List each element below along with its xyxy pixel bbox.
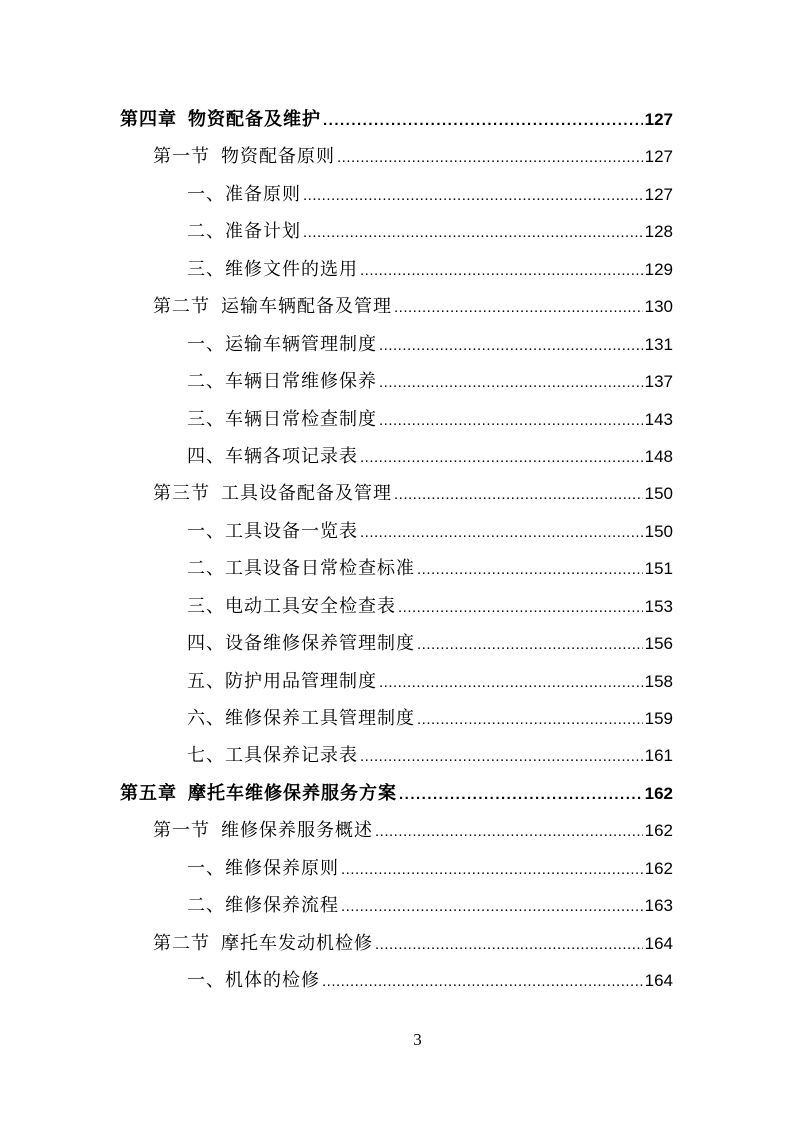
toc-entry-label: 第三节 <box>153 483 210 505</box>
toc-entry-label: 三、 <box>187 595 225 617</box>
toc-page-number: 148 <box>644 446 673 466</box>
toc-entry-text: 工具设备一览表 <box>225 520 358 542</box>
toc-entry-title <box>187 700 415 737</box>
toc-entry-label: 一、 <box>187 183 225 205</box>
toc-entry-text: 摩托车维修保养服务方案 <box>188 782 397 804</box>
toc-dot-leader <box>379 327 643 364</box>
toc-dot-leader <box>375 813 643 850</box>
toc-dot-leader <box>323 102 643 139</box>
toc-entry-title <box>153 812 373 849</box>
toc-entry-label: 三、 <box>187 258 225 280</box>
toc-entry-text: 准备计划 <box>225 221 301 243</box>
toc-entry-section[interactable] <box>120 925 673 962</box>
toc-entry-subsection[interactable] <box>120 401 673 438</box>
toc-entry-subsection[interactable] <box>120 588 673 625</box>
toc-entry-section[interactable] <box>120 812 673 849</box>
toc-dot-leader <box>399 776 643 813</box>
toc-entry-text: 维修保养工具管理制度 <box>225 708 415 729</box>
toc-page-number: 130 <box>644 297 673 317</box>
toc-entry-title <box>153 288 392 325</box>
toc-entry-label: 四、 <box>187 633 225 655</box>
toc-entry-title <box>187 513 358 550</box>
toc-dot-leader <box>337 139 643 176</box>
toc-page-number: 150 <box>644 484 673 504</box>
toc-entry-subsection[interactable] <box>120 213 673 250</box>
toc-page-number: 129 <box>644 259 673 279</box>
toc-entry-text: 防护用品管理制度 <box>225 670 377 692</box>
toc-entry-title <box>187 251 358 288</box>
toc-entry-text: 维修文件的选用 <box>225 258 358 280</box>
toc-entry-subsection[interactable] <box>120 737 673 774</box>
toc-dot-leader <box>341 851 643 888</box>
toc-page-number: 153 <box>644 596 673 616</box>
toc-entry-label: 一、 <box>187 857 225 879</box>
toc-entry-title <box>187 737 358 774</box>
toc-entry-section[interactable] <box>120 475 673 512</box>
toc-page-number: 159 <box>644 709 673 728</box>
toc-entry-title <box>153 925 373 962</box>
toc-page-number: 164 <box>644 933 673 953</box>
toc-entry-title <box>187 401 377 438</box>
page-number: 3 <box>413 1030 422 1049</box>
toc-dot-leader <box>360 439 643 476</box>
toc-page-number: 156 <box>644 634 673 654</box>
toc-entry-text: 维修保养流程 <box>225 895 339 917</box>
toc-entry-label: 六、 <box>187 708 225 729</box>
toc-entry-label: 二、 <box>187 558 225 580</box>
toc-page-number: 162 <box>644 821 673 841</box>
toc-entry-subsection[interactable] <box>120 850 673 887</box>
toc-entry-text: 机体的检修 <box>225 970 320 992</box>
toc-dot-leader <box>379 402 643 439</box>
table-of-contents <box>120 101 673 1000</box>
toc-entry-label: 七、 <box>187 745 225 767</box>
toc-entry-text: 物资配备原则 <box>221 146 335 168</box>
toc-entry-title <box>187 363 377 400</box>
toc-entry-text: 车辆日常检查制度 <box>225 408 377 430</box>
toc-entry-text: 运输车辆配备及管理 <box>221 296 392 318</box>
toc-entry-subsection[interactable] <box>120 438 673 475</box>
toc-entry-subsection[interactable] <box>120 363 673 400</box>
toc-page-number: 131 <box>644 334 673 354</box>
toc-dot-leader <box>341 888 643 925</box>
toc-entry-text: 维修保养原则 <box>225 857 339 879</box>
toc-entry-title <box>187 438 358 475</box>
toc-dot-leader <box>398 589 643 626</box>
toc-entry-label: 二、 <box>187 221 225 243</box>
toc-entry-label: 第二节 <box>153 932 210 954</box>
toc-entry-subsection[interactable] <box>120 663 673 700</box>
toc-page-number: 151 <box>644 559 673 579</box>
toc-entry-subsection[interactable] <box>120 625 673 662</box>
toc-dot-leader <box>417 701 643 738</box>
toc-dot-leader <box>417 626 643 663</box>
toc-entry-title <box>187 663 377 700</box>
toc-entry-label: 第二节 <box>153 296 210 318</box>
toc-entry-text: 维修保养服务概述 <box>221 820 373 842</box>
toc-dot-leader <box>417 551 643 588</box>
toc-entry-title <box>187 850 339 887</box>
toc-entry-title <box>120 775 397 812</box>
toc-dot-leader <box>303 214 643 251</box>
toc-entry-label: 一、 <box>187 970 225 992</box>
toc-entry-subsection[interactable] <box>120 176 673 213</box>
toc-dot-leader <box>360 252 643 289</box>
toc-dot-leader <box>360 738 643 775</box>
toc-entry-text: 车辆各项记录表 <box>225 445 358 467</box>
toc-page-number: 127 <box>644 147 673 167</box>
toc-dot-leader <box>379 364 643 401</box>
toc-entry-label: 二、 <box>187 371 225 393</box>
toc-page-number: 161 <box>644 746 673 766</box>
toc-entry-label: 四、 <box>187 445 225 467</box>
toc-page-number: 162 <box>644 783 673 803</box>
toc-entry-section[interactable] <box>120 138 673 175</box>
toc-entry-title <box>187 887 339 924</box>
toc-entry-title <box>187 550 415 587</box>
toc-entry-title <box>187 962 320 999</box>
toc-page-number: 150 <box>644 521 673 541</box>
toc-dot-leader <box>394 289 643 326</box>
toc-entry-text: 工具保养记录表 <box>225 745 358 767</box>
toc-entry-label: 三、 <box>187 408 225 430</box>
toc-entry-text: 设备维修保养管理制度 <box>225 633 415 655</box>
toc-entry-text: 电动工具安全检查表 <box>225 595 396 617</box>
toc-dot-leader <box>394 476 643 513</box>
toc-entry-text: 准备原则 <box>225 183 301 205</box>
toc-entry-label: 一、 <box>187 520 225 542</box>
toc-dot-leader <box>303 177 643 214</box>
toc-entry-subsection[interactable] <box>120 887 673 924</box>
toc-page-number: 143 <box>644 409 673 429</box>
toc-dot-leader <box>379 664 643 701</box>
toc-entry-subsection[interactable] <box>120 251 673 288</box>
toc-dot-leader <box>360 514 643 551</box>
toc-entry-title <box>187 176 301 213</box>
toc-page-number: 127 <box>644 110 673 129</box>
toc-entry-text: 摩托车发动机检修 <box>221 932 373 954</box>
toc-entry-title <box>187 213 301 250</box>
toc-page-number: 158 <box>644 671 673 691</box>
toc-entry-subsection[interactable] <box>120 513 673 550</box>
toc-dot-leader <box>322 963 643 1000</box>
toc-page-number: 127 <box>644 184 673 204</box>
toc-page-number: 137 <box>644 372 673 392</box>
toc-page-number: 128 <box>644 222 673 242</box>
toc-entry-title <box>187 625 415 662</box>
toc-entry-title <box>187 588 396 625</box>
toc-entry-subsection[interactable] <box>120 700 673 737</box>
toc-entry-text: 工具设备配备及管理 <box>221 483 392 505</box>
toc-entry-title <box>153 475 392 512</box>
toc-entry-label: 五、 <box>187 670 225 692</box>
toc-page-number: 162 <box>644 858 673 878</box>
toc-entry-title <box>153 138 335 175</box>
toc-entry-label: 第五章 <box>120 782 177 804</box>
toc-entry-section[interactable] <box>120 288 673 325</box>
toc-entry-chapter-5[interactable] <box>120 775 673 812</box>
toc-entry-subsection[interactable] <box>120 962 673 999</box>
toc-entry-title <box>187 326 377 363</box>
toc-entry-text: 运输车辆管理制度 <box>225 333 377 355</box>
toc-page-number: 163 <box>644 896 673 916</box>
toc-entry-text: 工具设备日常检查标准 <box>225 558 415 580</box>
toc-entry-label: 第一节 <box>153 820 210 842</box>
toc-entry-text: 车辆日常维修保养 <box>225 371 377 393</box>
toc-entry-chapter-4[interactable] <box>120 101 673 138</box>
toc-entry-label: 二、 <box>187 895 225 917</box>
toc-entry-title <box>120 101 321 138</box>
toc-entry-label: 一、 <box>187 333 225 355</box>
toc-entry-label: 第四章 <box>120 109 177 130</box>
toc-entry-label: 第一节 <box>153 146 210 168</box>
toc-dot-leader <box>375 926 643 963</box>
toc-entry-text: 物资配备及维护 <box>188 109 321 130</box>
toc-entry-subsection[interactable] <box>120 326 673 363</box>
toc-entry-subsection[interactable] <box>120 550 673 587</box>
toc-page-number: 164 <box>644 971 673 991</box>
